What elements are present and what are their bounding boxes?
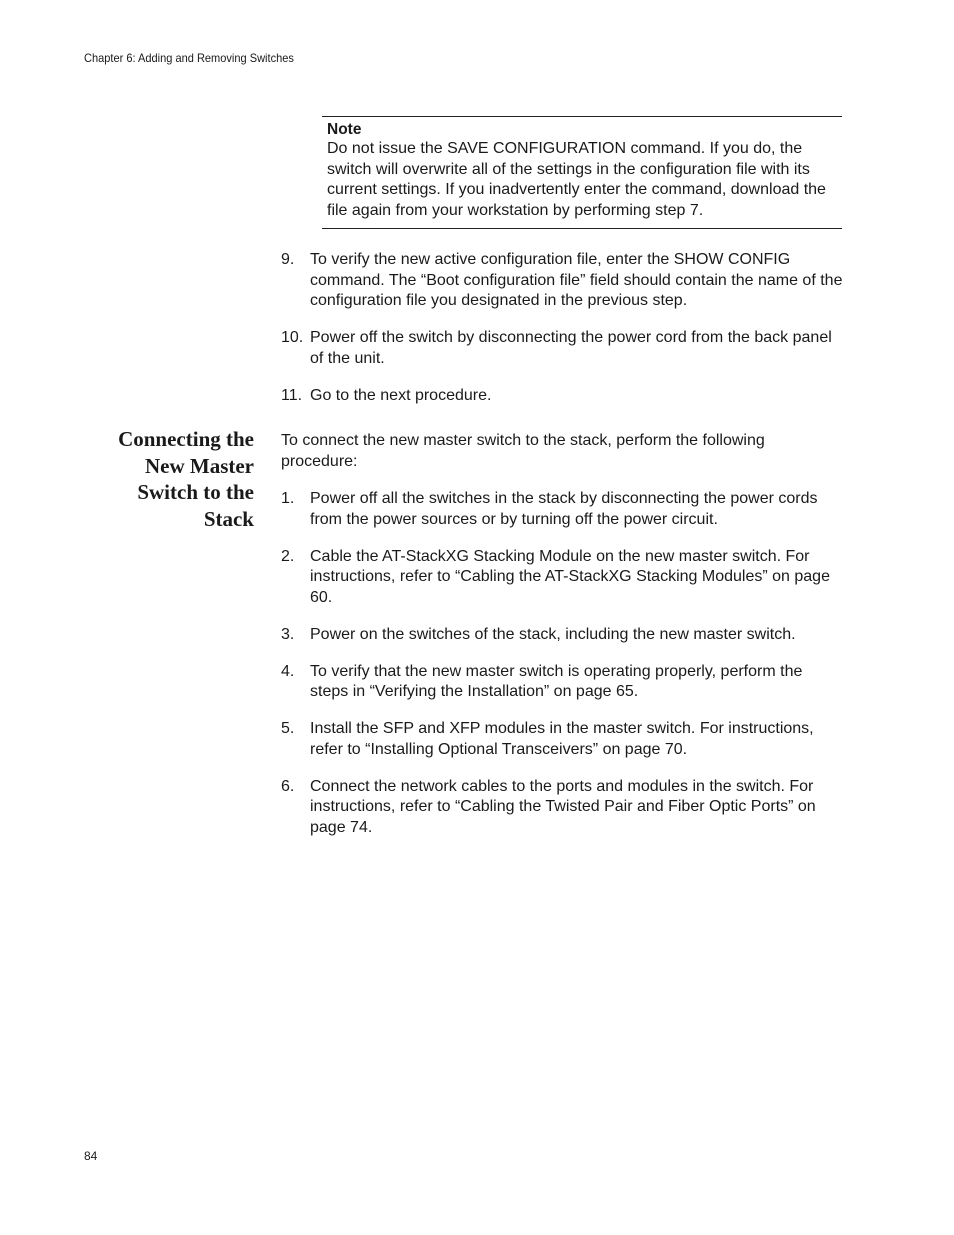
step-number: 4. xyxy=(281,662,295,680)
section-heading-line: Switch to the xyxy=(137,480,254,504)
step-text: Power off all the switches in the stack by disconnecting the power cords from the power sources or by turning off the power circuit. xyxy=(310,490,818,528)
step-text: Connect the network cables to the ports and modules in the switch. For instructions, refer to “Cabling the Twisted Pair and Fiber Optic Ports” on page 74. xyxy=(310,777,816,836)
list-item xyxy=(281,489,843,530)
procedure-steps-continued xyxy=(281,250,843,423)
list-item xyxy=(281,625,843,646)
step-text: Cable the AT-StackXG Stacking Module on the new master switch. For instructions, refer to “Cabling the AT-StackXG Stacking Modules” on page 60. xyxy=(310,547,830,606)
list-item xyxy=(281,777,843,839)
step-text: Go to the next procedure. xyxy=(310,386,492,404)
step-number: 2. xyxy=(281,547,295,565)
list-item xyxy=(281,386,843,407)
list-item xyxy=(281,719,843,760)
procedure-steps xyxy=(281,489,843,855)
note-body: Do not issue the SAVE CONFIGURATION command. If you do, the switch will overwrite all of the settings in the configuration file with its current settings. If you inadvertently enter the command, download the file again from your workstation by performing step 7. xyxy=(327,140,826,219)
section-heading-line: Connecting the xyxy=(118,427,254,451)
note-box xyxy=(322,116,842,229)
note-title: Note xyxy=(327,121,362,138)
section-heading xyxy=(84,426,254,532)
step-number: 9. xyxy=(281,251,295,268)
list-item xyxy=(281,547,843,609)
step-text: Install the SFP and XFP modules in the master switch. For instructions, refer to “Installing Optional Transceivers” on page 70. xyxy=(310,720,814,758)
step-text: Power off the switch by disconnecting the power cord from the back panel of the unit. xyxy=(310,329,832,367)
running-header: Chapter 6: Adding and Removing Switches xyxy=(84,51,294,65)
section-heading-line: New Master xyxy=(144,453,254,478)
list-item xyxy=(281,250,843,312)
step-number: 11. xyxy=(281,386,303,404)
step-number: 1. xyxy=(281,490,295,507)
step-number: 3. xyxy=(281,625,295,643)
step-number: 10. xyxy=(281,329,304,346)
step-text: Power on the switches of the stack, including the new master switch. xyxy=(310,625,796,643)
list-item xyxy=(281,328,843,369)
page-number: 84 xyxy=(84,1149,98,1163)
step-text: To verify that the new master switch is operating properly, perform the steps in “Verifying the Installation” on page 65. xyxy=(310,662,803,700)
section-heading-line: Stack xyxy=(203,506,254,531)
step-number: 5. xyxy=(281,720,295,737)
step-number: 6. xyxy=(281,777,295,795)
section-intro: To connect the new master switch to the stack, perform the following procedure: xyxy=(281,432,765,470)
step-text: To verify the new active configuration file, enter the SHOW CONFIG command. The “Boot configuration file” field should contain the name of the configuration file you designated in the previous step. xyxy=(310,251,843,309)
list-item xyxy=(281,662,843,703)
